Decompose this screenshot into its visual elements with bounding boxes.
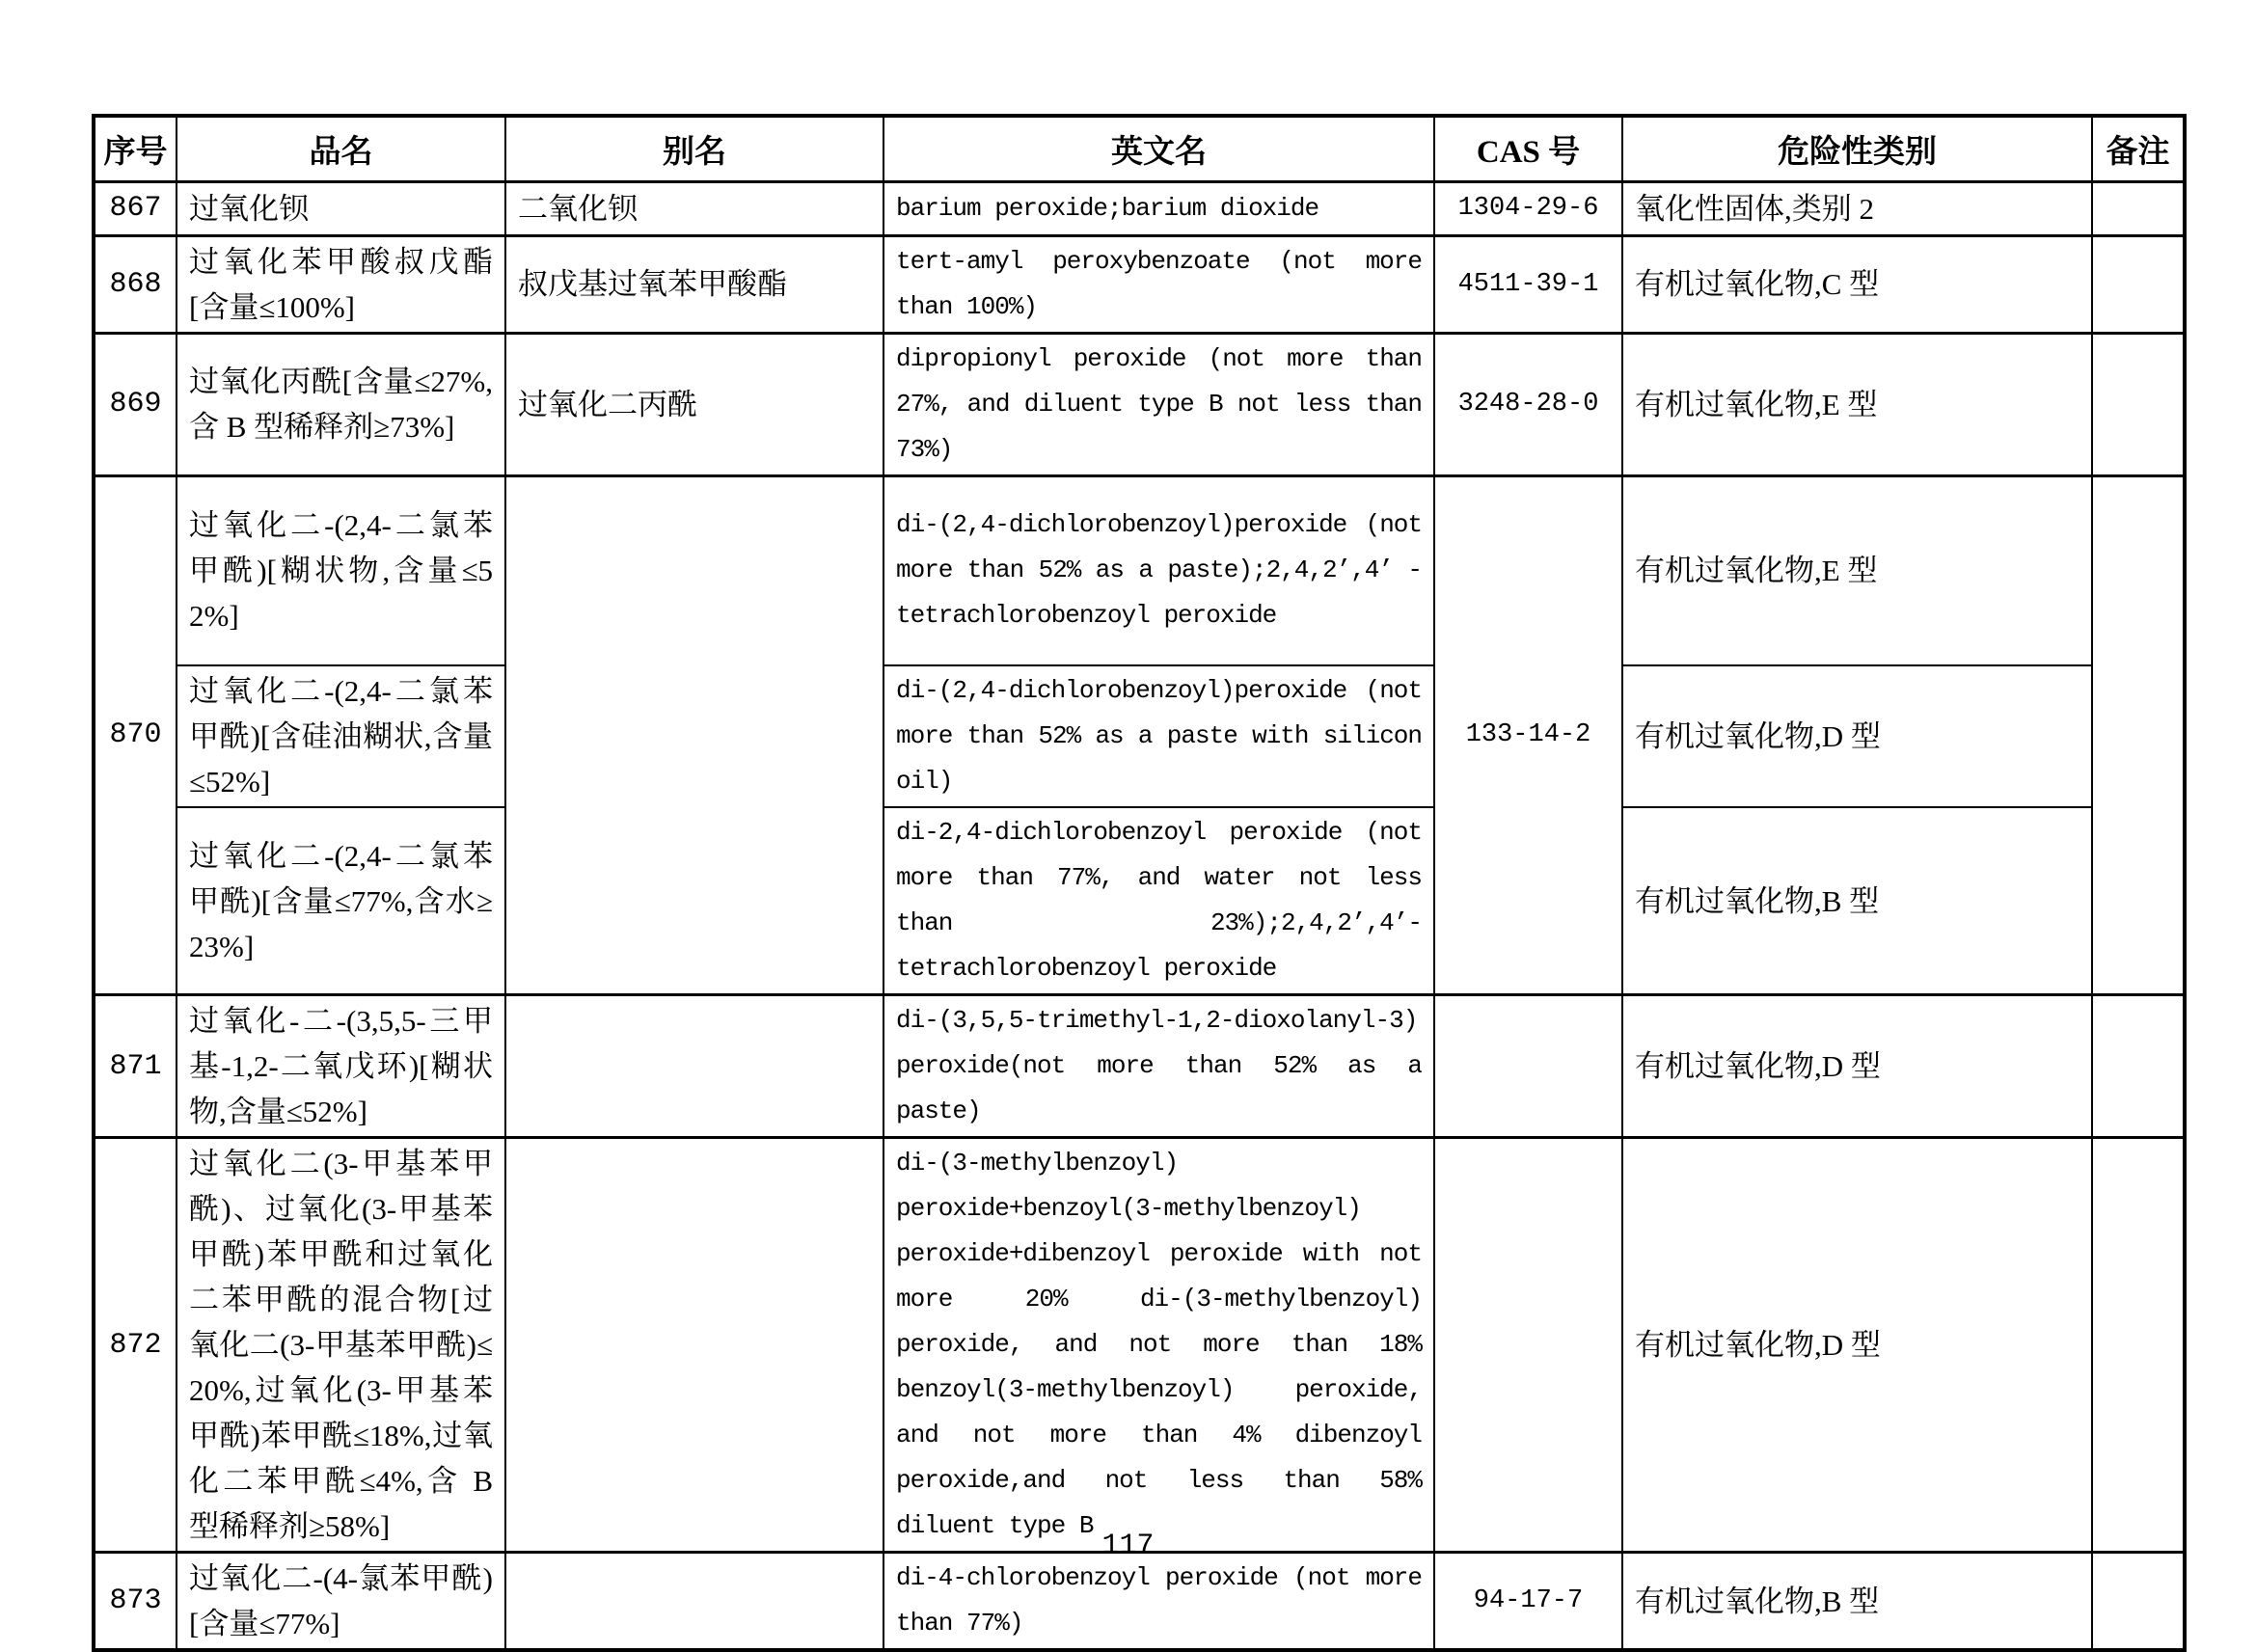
row-872-remark [2092,1138,2185,1553]
table-row-871 [94,995,2185,1138]
row-868-en: tert-amyl peroxybenzoate (not more than 100%) [883,235,1434,333]
row-868-remark [2092,235,2185,333]
row-867-seq: 867 [94,181,177,235]
row-868-name: 过氧化苯甲酸叔戊酯[含量≤100%] [177,235,505,333]
row-871-alias [505,995,883,1138]
row-871-hazard: 有机过氧化物,D 型 [1622,995,2092,1138]
table-row-870-sub3 [94,807,2185,995]
row-869-cas: 3248-28-0 [1434,333,1622,475]
row-872-alias [505,1138,883,1553]
header-en: 英文名 [883,116,1434,181]
row-868-hazard: 有机过氧化物,C 型 [1622,235,2092,333]
row-873-seq: 873 [94,1553,177,1651]
table-row-868 [94,235,2185,333]
row-870-sub2-name: 过氧化二-(2,4-二氯苯甲酰)[含硅油糊状,含量≤52%] [177,665,505,807]
row-870-sub1-hazard: 有机过氧化物,E 型 [1622,475,2092,665]
row-870-sub2-hazard: 有机过氧化物,D 型 [1622,665,2092,807]
row-871-remark [2092,995,2185,1138]
header-name: 品名 [177,116,505,181]
row-869-hazard: 有机过氧化物,E 型 [1622,333,2092,475]
row-873-en: di-4-chlorobenzoyl peroxide (not more than 77%) [883,1553,1434,1651]
header-cas: CAS 号 [1434,116,1622,181]
header-seq: 序号 [94,116,177,181]
table-row-869 [94,333,2185,475]
row-871-name: 过氧化-二-(3,5,5-三甲基-1,2-二氧戊环)[糊状物,含量≤52%] [177,995,505,1138]
row-867-alias: 二氧化钡 [505,181,883,235]
chemical-table [92,114,2187,1652]
row-870-seq: 870 [94,475,177,995]
row-870-sub1-name: 过氧化二-(2,4-二氯苯甲酰)[糊状物,含量≤52%] [177,475,505,665]
row-873-name: 过氧化二-(4-氯苯甲酰)[含量≤77%] [177,1553,505,1651]
row-870-sub3-en: di-2,4-dichlorobenzoyl peroxide (not more than 77%, and water not less than 23%);2,4,2’,4’-tetrachlorobenzoyl peroxide [883,807,1434,995]
row-867-name: 过氧化钡 [177,181,505,235]
row-870-remark [2092,475,2185,995]
row-872-cas [1434,1138,1622,1553]
row-868-cas: 4511-39-1 [1434,235,1622,333]
row-867-remark [2092,181,2185,235]
row-870-sub2-en: di-(2,4-dichlorobenzoyl)peroxide (not more than 52% as a paste with silicon oil) [883,665,1434,807]
row-868-seq: 868 [94,235,177,333]
row-870-sub3-hazard: 有机过氧化物,B 型 [1622,807,2092,995]
row-869-en: dipropionyl peroxide (not more than 27%, and diluent type B not less than 73%) [883,333,1434,475]
row-872-seq: 872 [94,1138,177,1553]
row-867-hazard: 氧化性固体,类别 2 [1622,181,2092,235]
row-871-en: di-(3,5,5-trimethyl-1,2-dioxolanyl-3) peroxide(not more than 52% as a paste) [883,995,1434,1138]
row-871-cas [1434,995,1622,1138]
row-867-en: barium peroxide;barium dioxide [883,181,1434,235]
row-873-hazard: 有机过氧化物,B 型 [1622,1553,2092,1651]
table-row-867 [94,181,2185,235]
row-869-seq: 869 [94,333,177,475]
row-869-remark [2092,333,2185,475]
page-number: 117 [1101,1530,1155,1562]
header-row [94,116,2185,181]
header-alias: 别名 [505,116,883,181]
row-868-alias: 叔戊基过氧苯甲酸酯 [505,235,883,333]
row-873-remark [2092,1553,2185,1651]
row-870-sub1-en: di-(2,4-dichlorobenzoyl)peroxide (not more than 52% as a paste);2,4,2’,4’ -tetrachlorobenzoyl peroxide [883,475,1434,665]
table-row-872 [94,1138,2185,1553]
row-872-en: di-(3-methylbenzoyl) peroxide+benzoyl(3-methylbenzoyl) peroxide+dibenzoyl peroxide with not more 20% di-(3-methylbenzoyl) peroxide, and not more than 18% benzoyl(3-methylbenzoyl) peroxide, and not more than 4% dibenzoyl peroxide,and not less than 58% diluent type B [883,1138,1434,1553]
row-869-name: 过氧化丙酰[含量≤27%,含 B 型稀释剂≥73%] [177,333,505,475]
row-869-alias: 过氧化二丙酰 [505,333,883,475]
row-873-alias [505,1553,883,1651]
row-872-hazard: 有机过氧化物,D 型 [1622,1138,2092,1553]
row-867-cas: 1304-29-6 [1434,181,1622,235]
row-872-name: 过氧化二(3-甲基苯甲酰)、过氧化(3-甲基苯甲酰)苯甲酰和过氧化二苯甲酰的混合物[过氧化二(3-甲基苯甲酰)≤20%,过氧化(3-甲基苯甲酰)苯甲酰≤18%,过氧化二苯甲酰≤4%,含 B 型稀释剂≥58%] [177,1138,505,1553]
row-870-sub3-name: 过氧化二-(2,4-二氯苯甲酰)[含量≤77%,含水≥23%] [177,807,505,995]
row-871-seq: 871 [94,995,177,1138]
table-row-870-sub1 [94,475,2185,665]
header-remark: 备注 [2092,116,2185,181]
header-hazard: 危险性类别 [1622,116,2092,181]
table-row-873 [94,1553,2185,1651]
table-row-870-sub2 [94,665,2185,807]
row-870-alias [505,475,883,995]
row-870-cas: 133-14-2 [1434,475,1622,995]
row-873-cas: 94-17-7 [1434,1553,1622,1651]
